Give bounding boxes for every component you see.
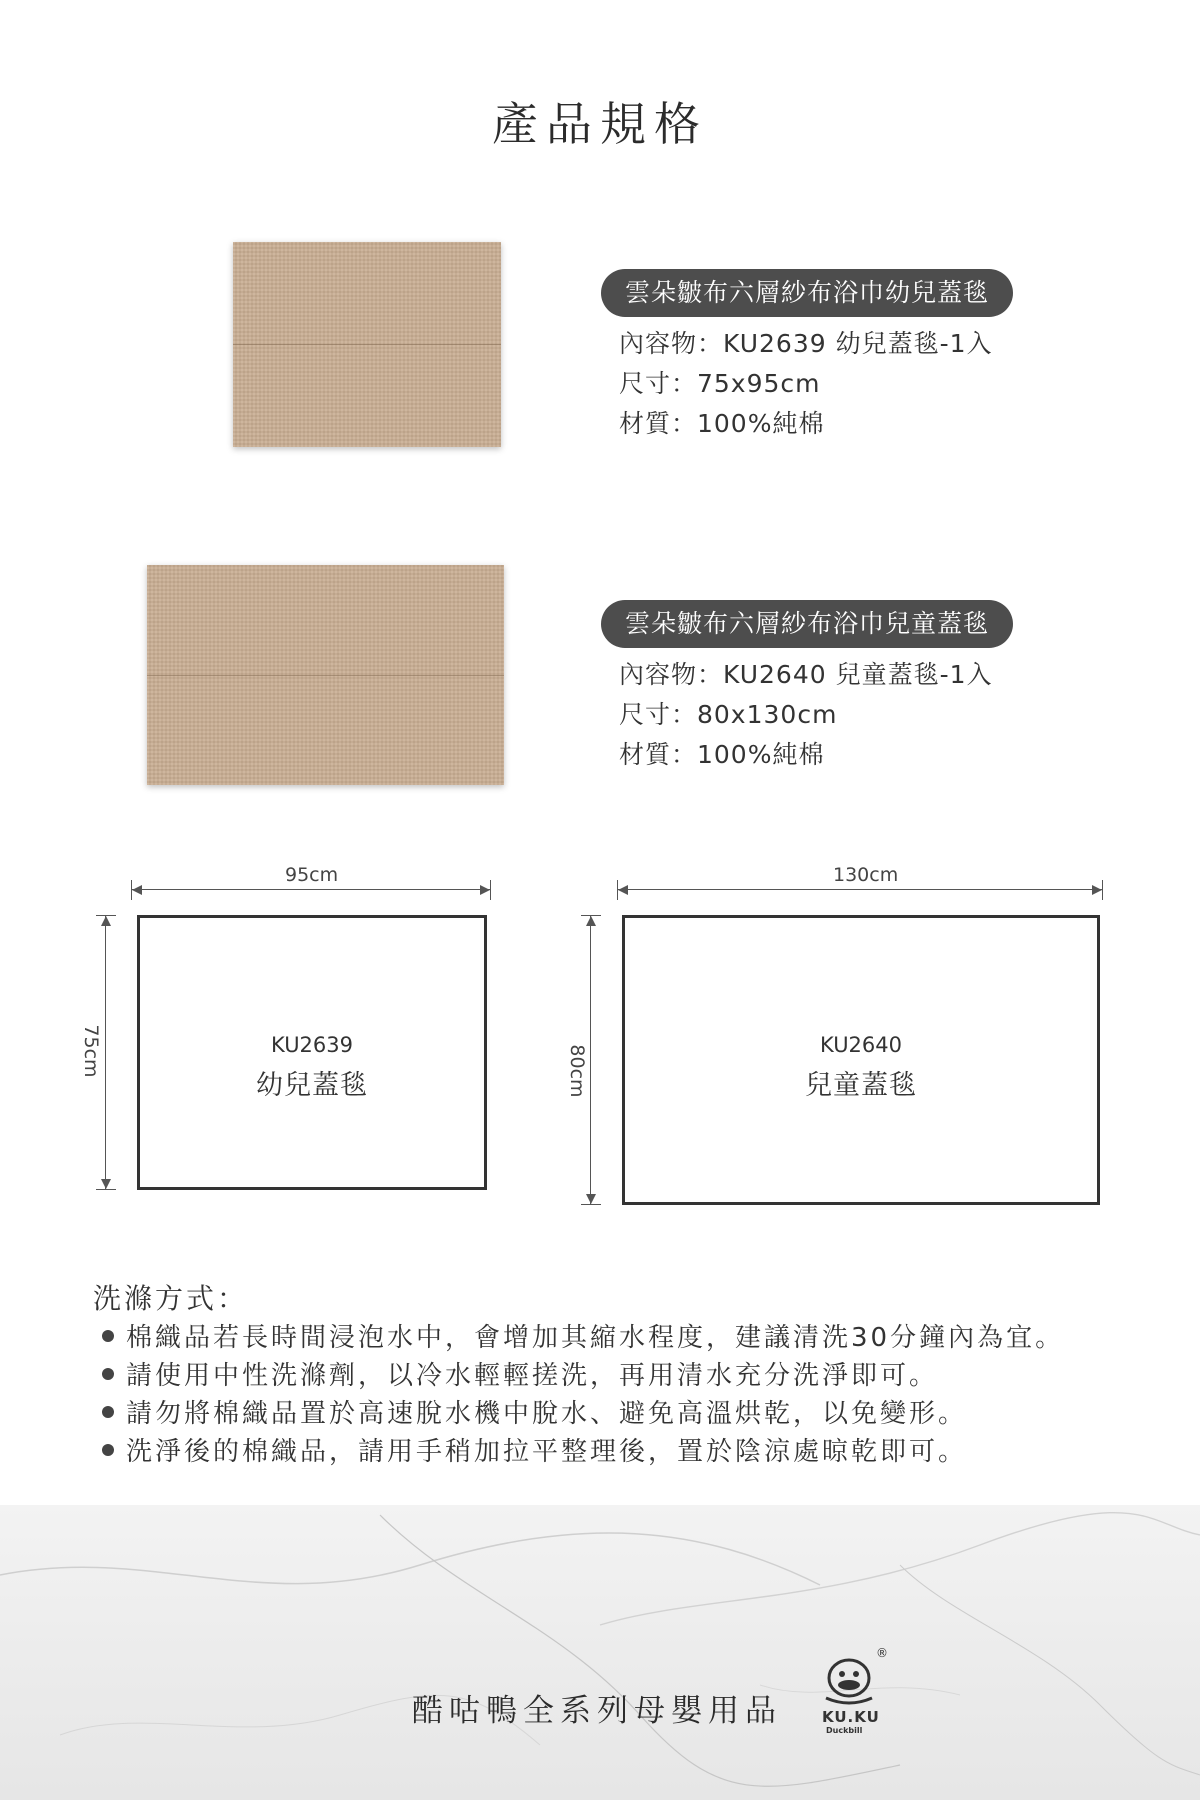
kuku-duckbill-logo (816, 1646, 896, 1740)
care-item-text: 洗淨後的棉織品，請用手稍加拉平整理後，置於陰涼處晾乾即可。 (126, 1437, 968, 1467)
care-item (102, 1317, 1064, 1354)
height-dimension-label: 75cm (80, 1024, 102, 1078)
product-size: 尺寸：80x130cm (619, 700, 838, 729)
product-name-badge: 雲朵皺布六層紗布浴巾兒童蓋毯 (601, 600, 1013, 648)
care-title: 洗滌方式： (93, 1282, 249, 1315)
blanket-name: 幼兒蓋毯 (256, 1070, 368, 1101)
height-dimension-label: 80cm (566, 1044, 588, 1098)
width-dimension-line (617, 880, 1103, 900)
product-material: 材質：100%純棉 (619, 740, 825, 769)
product-contents: 內容物：KU2639 幼兒蓋毯-1入 (619, 329, 993, 358)
product-contents: 內容物：KU2640 兒童蓋毯-1入 (619, 660, 993, 689)
marble-background (0, 1505, 1200, 1800)
care-item (102, 1355, 938, 1392)
bullet-icon (102, 1330, 114, 1342)
logo-subtext: Duckbill (826, 1726, 863, 1735)
bullet-icon (102, 1444, 114, 1456)
care-item-text: 請勿將棉織品置於高速脫水機中脫水、避免高溫烘乾，以免變形。 (126, 1399, 968, 1429)
blanket-outline-ku2640 (622, 915, 1100, 1205)
width-dimension-label: 130cm (833, 864, 899, 886)
product-size: 尺寸：75x95cm (619, 369, 821, 398)
footer-tagline: 酷咕鴨全系列母嬰用品 (412, 1693, 782, 1729)
product-material: 材質：100%純棉 (619, 409, 825, 438)
blanket-code: KU2640 (819, 1033, 903, 1057)
blanket-name: 兒童蓋毯 (805, 1070, 917, 1101)
blanket-code: KU2639 (270, 1033, 354, 1057)
product-photo-ku2640 (147, 565, 504, 785)
width-dimension-label: 95cm (285, 864, 339, 886)
page-title: 產品規格 (492, 97, 708, 151)
width-dimension-line (131, 880, 491, 900)
care-item-text: 棉織品若長時間浸泡水中，會增加其縮水程度，建議清洗30分鐘內為宜。 (126, 1323, 1065, 1353)
product-name-badge: 雲朵皺布六層紗布浴巾幼兒蓋毯 (601, 269, 1013, 317)
bullet-icon (102, 1406, 114, 1418)
care-item-text: 請使用中性洗滌劑，以冷水輕輕搓洗，再用清水充分洗淨即可。 (126, 1361, 939, 1391)
care-item (102, 1431, 967, 1468)
registered-mark: ® (876, 1646, 888, 1660)
product-photo-ku2639 (233, 242, 501, 447)
care-item (102, 1393, 967, 1430)
logo-wordmark: KU.KU (822, 1708, 880, 1726)
bullet-icon (102, 1368, 114, 1380)
